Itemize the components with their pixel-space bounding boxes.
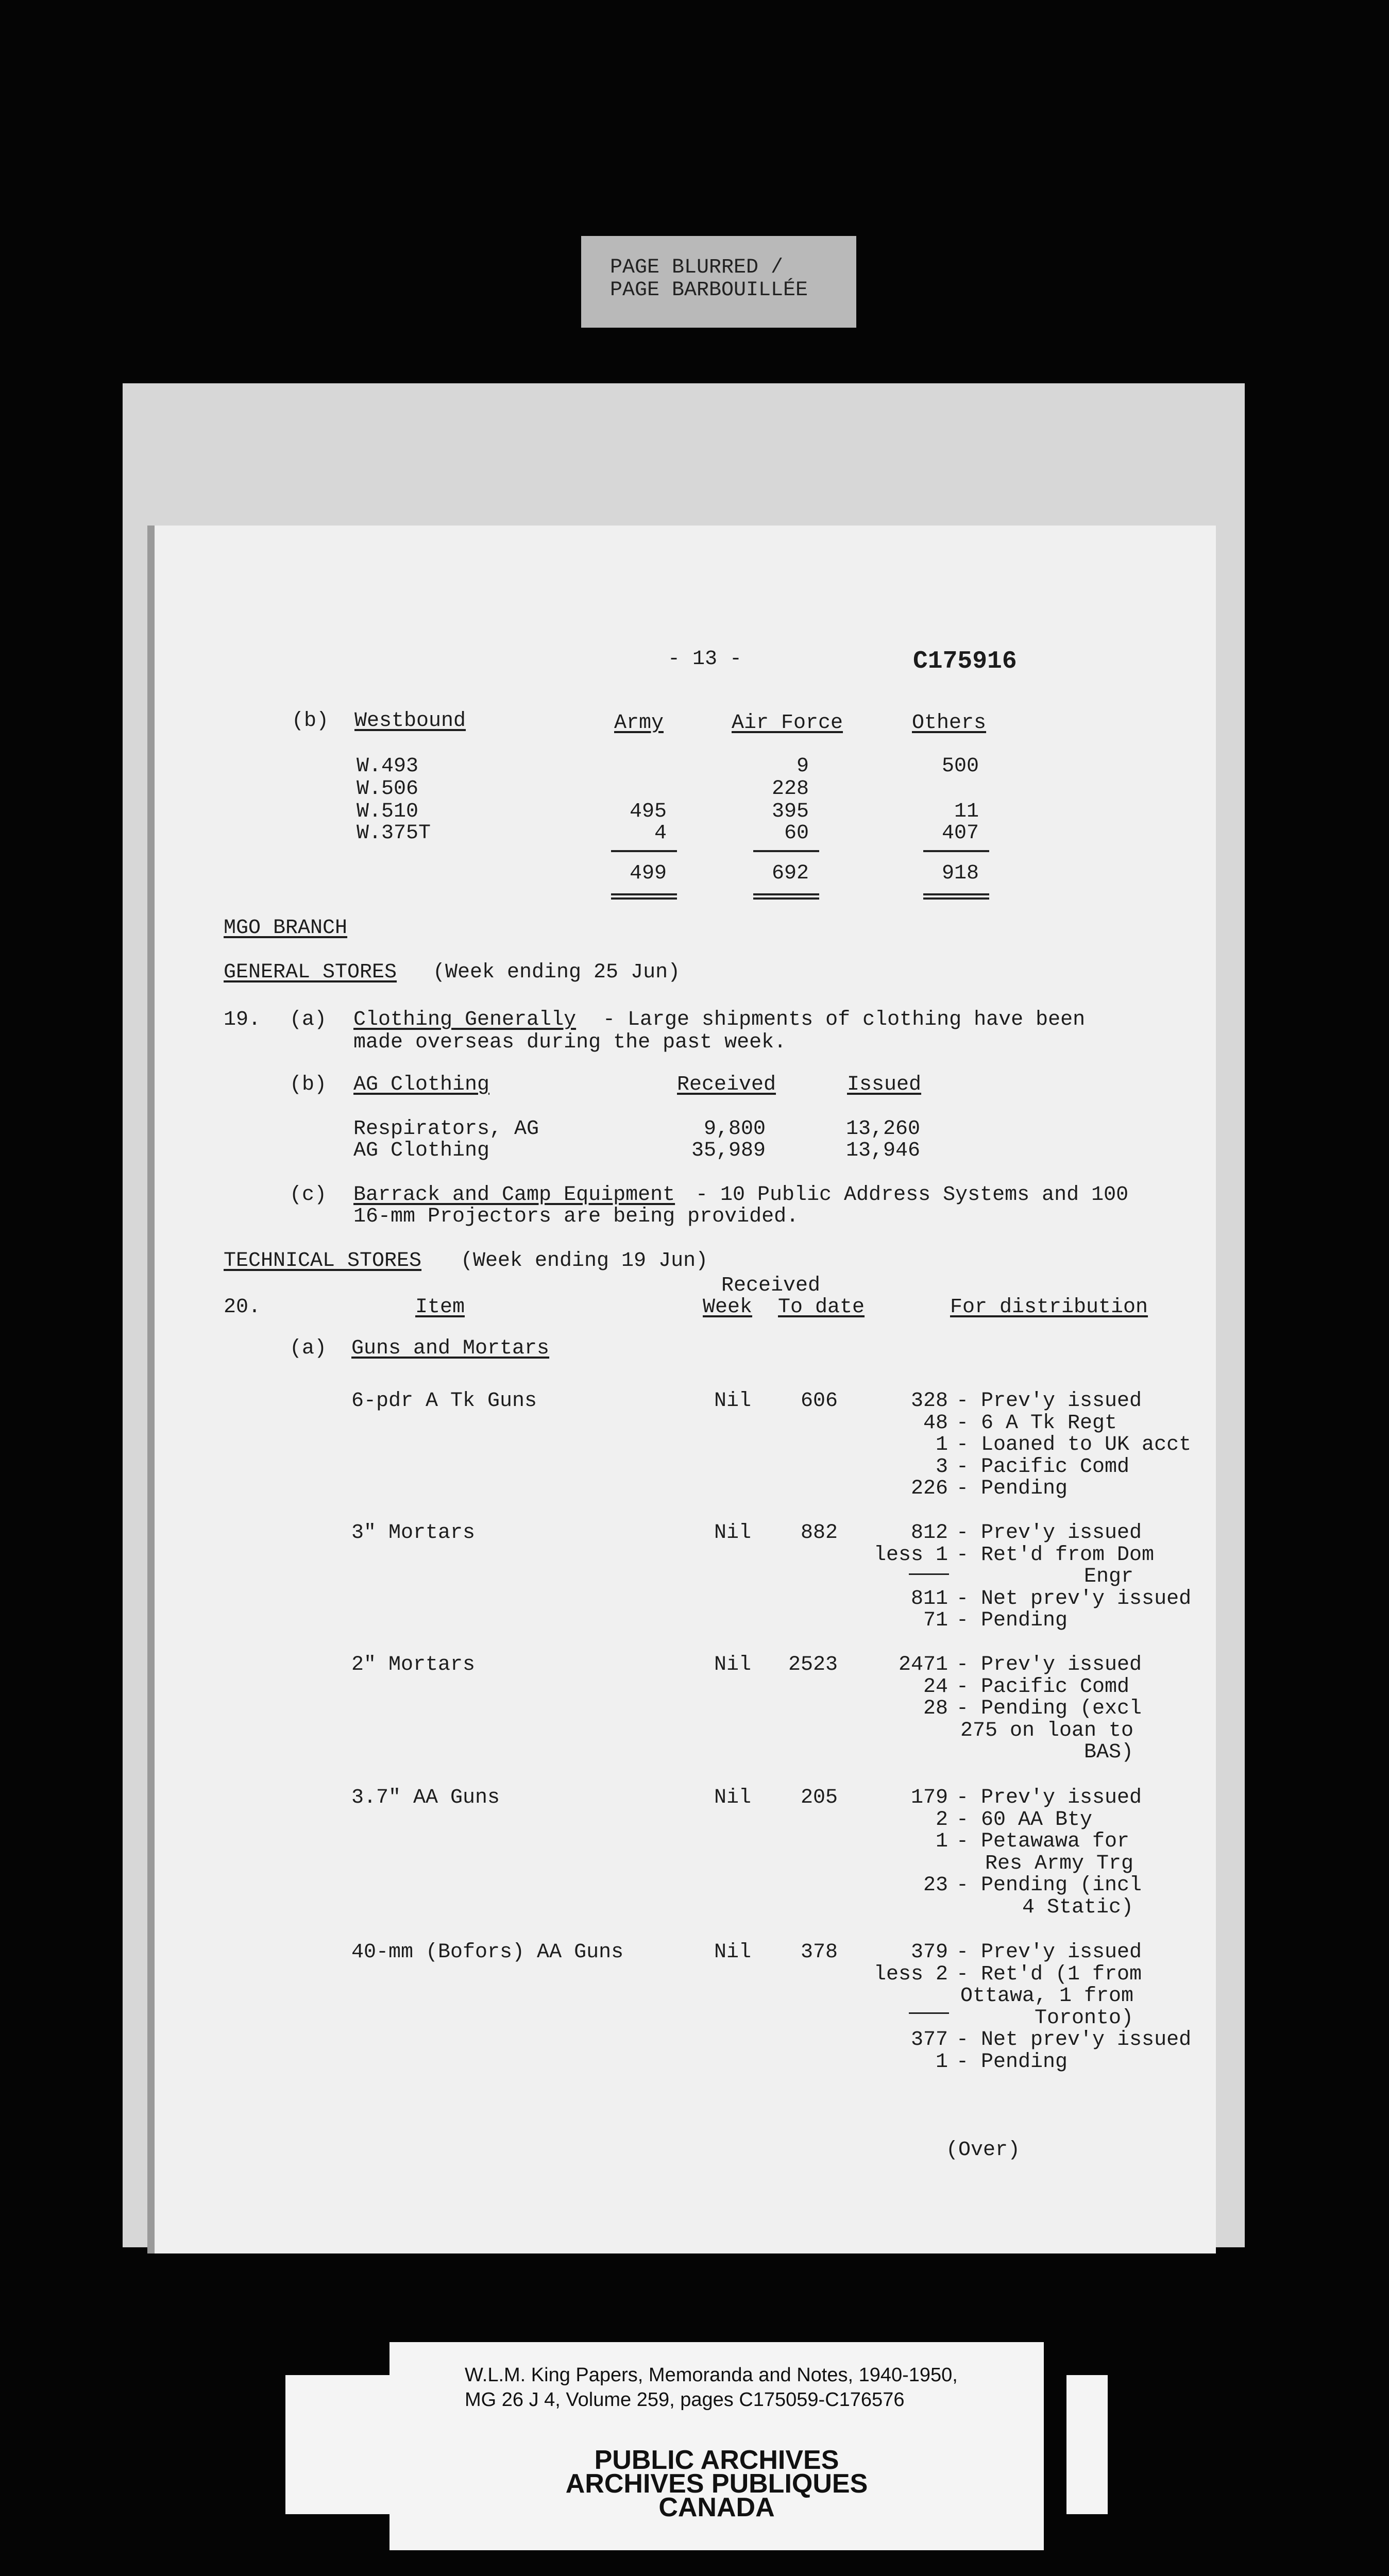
distribution-note: Ottawa, 1 from — [960, 1985, 1133, 2008]
distribution-note: - Loaned to UK acct — [956, 1433, 1192, 1456]
page-blurred-stamp — [581, 236, 856, 328]
distribution-note: BAS) — [1083, 1741, 1133, 1764]
para-19-number: 19. — [224, 1008, 261, 1031]
col-to-date: To date — [778, 1296, 865, 1319]
distribution-note: - Pending — [956, 1609, 1068, 1632]
distribution-note: - 60 AA Bty — [956, 1808, 1093, 1832]
ag-row-received: 35,989 — [691, 1139, 766, 1162]
item-week: Nil — [714, 1941, 752, 1964]
footer-tab-left — [285, 2375, 394, 2514]
distribution-count: 379 — [910, 1941, 948, 1964]
westbound-label: (b) — [292, 709, 329, 733]
distribution-count: 24 — [923, 1675, 948, 1699]
distribution-note: Toronto) — [1034, 2007, 1133, 2030]
distribution-note: - Pending — [956, 1477, 1068, 1500]
distribution-note: - Pacific Comd — [956, 1675, 1130, 1699]
distribution-count: 812 — [910, 1521, 948, 1545]
technical-stores-heading: TECHNICAL STORES — [224, 1249, 422, 1273]
total-army: 499 — [629, 862, 667, 885]
distribution-note: Res Army Trg — [985, 1852, 1133, 1875]
westbound-heading: Westbound — [354, 709, 466, 733]
distribution-note: Engr — [1083, 1565, 1133, 1588]
rule — [611, 850, 677, 852]
distribution-count: 1 — [935, 2050, 948, 2074]
stamp-line-2: PAGE BARBOUILLÉE — [610, 279, 808, 302]
item-name: 2" Mortars — [351, 1653, 476, 1676]
footer-citation-2: MG 26 J 4, Volume 259, pages C175059-C176576 — [465, 2389, 905, 2411]
distribution-note: - Prev'y issued — [956, 1653, 1142, 1676]
col-week: Week — [703, 1296, 753, 1319]
item-name: 6-pdr A Tk Guns — [351, 1389, 537, 1413]
distribution-note: - Ret'd from Dom — [956, 1544, 1155, 1567]
distribution-count: 3 — [935, 1455, 948, 1479]
footer-org-3: CANADA — [658, 2493, 775, 2522]
distribution-note: - Net prev'y issued — [956, 1587, 1192, 1611]
distribution-note: - Prev'y issued — [956, 1389, 1142, 1413]
item-to-date: 2523 — [788, 1653, 838, 1676]
total-air: 692 — [771, 862, 809, 885]
item-to-date: 378 — [800, 1941, 838, 1964]
distribution-count: 28 — [923, 1697, 948, 1720]
col-item: Item — [415, 1296, 465, 1319]
item-week: Nil — [714, 1521, 752, 1545]
stamp-line-1: PAGE BLURRED / — [610, 256, 784, 279]
item-name: 40-mm (Bofors) AA Guns — [351, 1941, 624, 1964]
distribution-count: 1 — [935, 1433, 948, 1456]
distribution-note: - Prev'y issued — [956, 1941, 1142, 1964]
distribution-note: - Prev'y issued — [956, 1521, 1142, 1545]
item-to-date: 882 — [800, 1521, 838, 1545]
distribution-count: 2471 — [898, 1653, 948, 1676]
item-name: 3.7" AA Guns — [351, 1786, 500, 1809]
row-air: 228 — [771, 777, 809, 801]
clothing-generally-text-1: - Large shipments of clothing have been — [590, 1008, 1086, 1031]
rule — [923, 850, 989, 852]
barrack-equipment-text-1: - 10 Public Address Systems and 100 — [683, 1183, 1129, 1207]
para-20a-label: (a) — [290, 1337, 327, 1360]
col-air-force: Air Force — [732, 711, 843, 735]
col-issued: Issued — [847, 1073, 922, 1096]
ag-row-issued: 13,946 — [846, 1139, 921, 1162]
col-others: Others — [912, 711, 987, 735]
col-received-header: Received — [721, 1274, 821, 1297]
footer-org-1: PUBLIC ARCHIVES — [594, 2445, 839, 2475]
item-name: 3" Mortars — [351, 1521, 476, 1545]
double-rule — [753, 893, 819, 900]
col-received: Received — [677, 1073, 776, 1096]
clothing-generally-title: Clothing Generally — [353, 1008, 577, 1031]
row-name: W.375T — [357, 822, 431, 845]
para-20-number: 20. — [224, 1296, 261, 1319]
barrack-equipment-text-2: 16-mm Projectors are being provided. — [353, 1205, 799, 1228]
distribution-count: 71 — [923, 1609, 948, 1632]
item-to-date: 606 — [800, 1389, 838, 1413]
ag-row-issued: 13,260 — [846, 1117, 921, 1141]
row-others: 407 — [941, 822, 979, 845]
row-name: W.493 — [357, 755, 419, 778]
total-others: 918 — [941, 862, 979, 885]
distribution-count: less 1 — [873, 1544, 948, 1567]
distribution-count: 179 — [910, 1786, 948, 1809]
row-others: 500 — [941, 755, 979, 778]
row-name: W.506 — [357, 777, 419, 801]
distribution-note: - Pending (incl — [956, 1874, 1142, 1897]
distribution-note: - Pacific Comd — [956, 1455, 1130, 1479]
ag-clothing-title: AG Clothing — [353, 1073, 490, 1096]
distribution-count: 1 — [935, 1830, 948, 1853]
footer-org-2: ARCHIVES PUBLIQUES — [565, 2469, 868, 2499]
item-to-date: 205 — [800, 1786, 838, 1809]
over-note: (Over) — [946, 2139, 1021, 2162]
double-rule — [611, 893, 677, 900]
archive-footer — [389, 2342, 1044, 2550]
para-19b-label: (b) — [290, 1073, 327, 1096]
row-air: 9 — [796, 755, 809, 778]
document-page — [155, 526, 1216, 2253]
footer-citation-1: W.L.M. King Papers, Memoranda and Notes, 1940-1950, — [465, 2364, 958, 2386]
row-air: 395 — [771, 800, 809, 823]
page-number: - 13 - — [668, 648, 742, 671]
distribution-note: - 6 A Tk Regt — [956, 1412, 1117, 1435]
distribution-note: 275 on loan to — [960, 1719, 1133, 1742]
distribution-count: 328 — [910, 1389, 948, 1413]
distribution-note: - Petawawa for — [956, 1830, 1130, 1853]
item-week: Nil — [714, 1389, 752, 1413]
distribution-count: 48 — [923, 1412, 948, 1435]
item-week: Nil — [714, 1653, 752, 1676]
distribution-note: - Ret'd (1 from — [956, 1963, 1142, 1986]
guns-mortars-title: Guns and Mortars — [351, 1337, 550, 1360]
distribution-count: 811 — [910, 1587, 948, 1611]
ag-row-name: AG Clothing — [353, 1139, 490, 1162]
distribution-note: - Net prev'y issued — [956, 2028, 1192, 2052]
double-rule — [923, 893, 989, 900]
document-code: C175916 — [913, 648, 1017, 675]
para-19c-label: (c) — [290, 1183, 327, 1207]
distribution-note: 4 Static) — [1022, 1896, 1133, 1919]
distribution-note: - Pending — [956, 2050, 1068, 2074]
rule — [753, 850, 819, 852]
distribution-count: 226 — [910, 1477, 948, 1500]
rule — [909, 2012, 949, 2014]
clothing-generally-text-2: made overseas during the past week. — [353, 1031, 787, 1054]
item-week: Nil — [714, 1786, 752, 1809]
general-stores-heading: GENERAL STORES — [224, 961, 397, 984]
distribution-note: - Prev'y issued — [956, 1786, 1142, 1809]
distribution-count: less 2 — [873, 1963, 948, 1986]
footer-tab-right — [1066, 2375, 1108, 2514]
general-stores-period: (Week ending 25 Jun) — [433, 961, 681, 984]
row-army: 495 — [629, 800, 667, 823]
row-name: W.510 — [357, 800, 419, 823]
distribution-count: 377 — [910, 2028, 948, 2052]
mgo-branch-heading: MGO BRANCH — [224, 917, 348, 940]
ag-row-received: 9,800 — [703, 1117, 766, 1141]
distribution-note: - Pending (excl — [956, 1697, 1142, 1720]
barrack-equipment-title: Barrack and Camp Equipment — [353, 1183, 675, 1207]
para-19a-label: (a) — [290, 1008, 327, 1031]
ag-row-name: Respirators, AG — [353, 1117, 539, 1141]
row-others: 11 — [954, 800, 979, 823]
distribution-count: 23 — [923, 1874, 948, 1897]
distribution-count: 2 — [935, 1808, 948, 1832]
row-army: 4 — [654, 822, 667, 845]
rule — [909, 1573, 949, 1575]
technical-stores-period: (Week ending 19 Jun) — [461, 1249, 708, 1273]
row-air: 60 — [784, 822, 809, 845]
col-for-distribution: For distribution — [950, 1296, 1148, 1319]
col-army: Army — [614, 711, 664, 735]
